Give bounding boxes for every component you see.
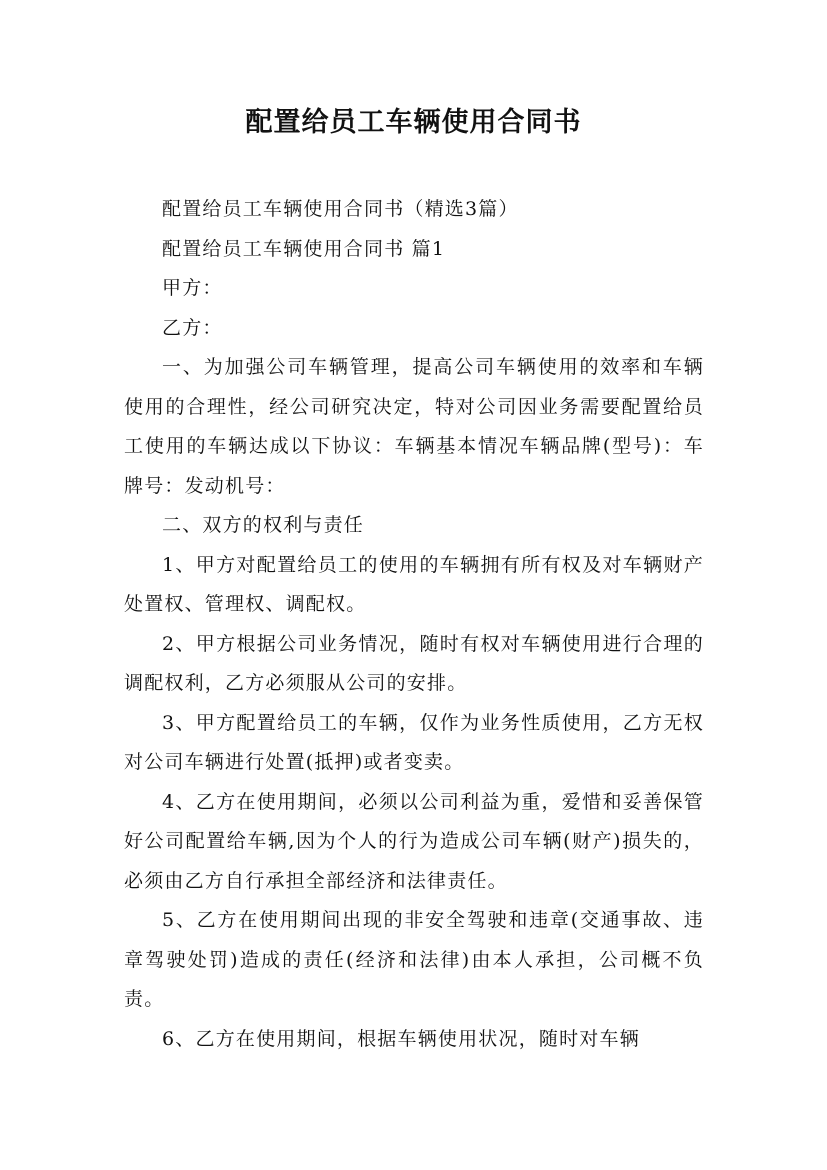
paragraph-item-2: 2、甲方根据公司业务情况，随时有权对车辆使用进行合理的调配权利，乙方必须服从公司的安排。: [124, 632, 704, 694]
paragraph-item-4: 4、乙方在使用期间，必须以公司利益为重，爱惜和妥善保管好公司配置给车辆,因为个人的行为造成公司车辆(财产)损失的，必须由乙方自行承担全部经济和法律责任。: [124, 790, 704, 892]
document-body: [124, 190, 704, 1059]
paragraph-subtitle: 配置给员工车辆使用合同书（精选3篇）: [162, 198, 519, 220]
document-title: 配置给员工车辆使用合同书: [245, 107, 582, 138]
paragraph-clause-1: 一、为加强公司车辆管理，提高公司车辆使用的效率和车辆使用的合理性，经公司研究决定，特对公司因业务需要配置给员工使用的车辆达成以下协议：车辆基本情况车辆品牌(型号)：车牌号：发动机号：: [124, 356, 704, 497]
paragraph-item-1: 1、甲方对配置给员工的使用的车辆拥有所有权及对车辆财产处置权、管理权、调配权。: [124, 553, 704, 615]
paragraph-item-6: 6、乙方在使用期间，根据车辆使用状况，随时对车辆: [162, 1027, 640, 1050]
paragraph-item-5: 5、乙方在使用期间出现的非安全驾驶和违章(交通事故、违章驾驶处罚)造成的责任(经济和法律)由本人承担，公司概不负责。: [124, 909, 704, 1010]
paragraph-party-a: 甲方：: [162, 277, 223, 299]
paragraph-party-b: 乙方：: [162, 316, 223, 339]
paragraph-section-heading: 配置给员工车辆使用合同书 篇1: [162, 237, 446, 260]
paragraph-clause-2-heading: 二、双方的权利与责任: [162, 514, 365, 536]
paragraph-item-3: 3、甲方配置给员工的车辆，仅作为业务性质使用，乙方无权对公司车辆进行处置(抵押)或者变卖。: [124, 711, 704, 773]
